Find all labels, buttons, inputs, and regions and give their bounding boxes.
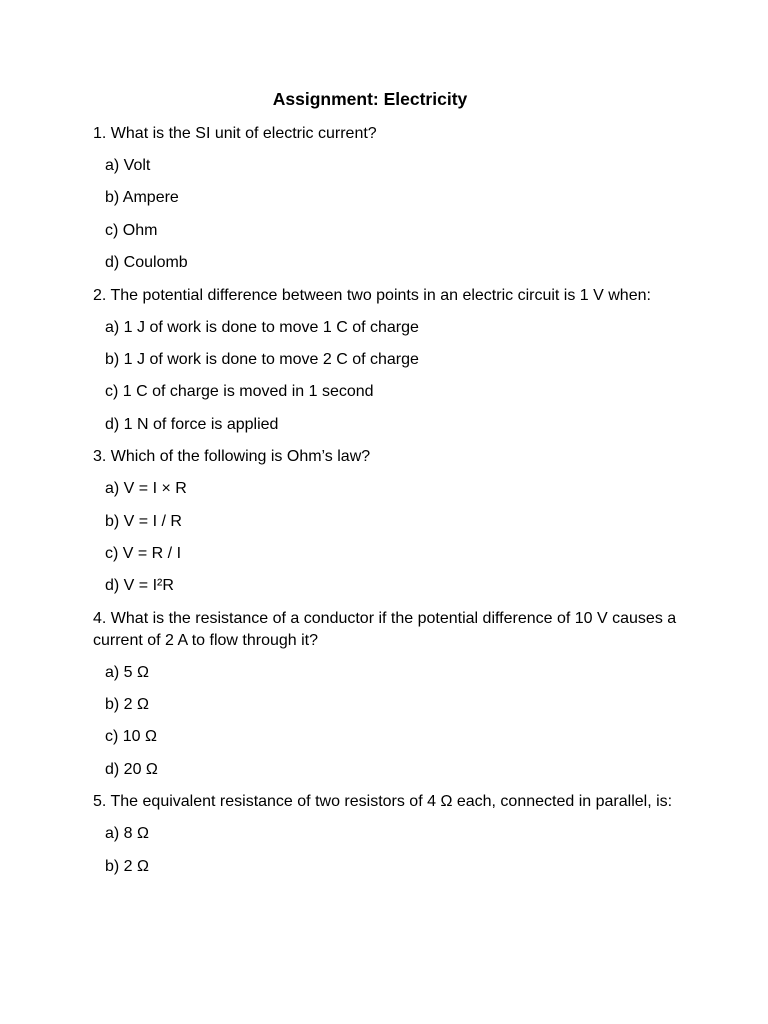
question-text: 2. The potential difference between two points in an electric circuit is 1 V when: [93,286,651,304]
answer-option: c) 10 Ω [105,728,157,746]
answer-option: d) 1 N of force is applied [105,415,279,433]
answer-option: d) Coulomb [105,254,188,272]
answer-option: c) V = R / I [105,544,182,562]
answer-option: c) Ohm [105,221,158,239]
question-text: 5. The equivalent resistance of two resistors of 4 Ω each, connected in parallel, is: [93,793,673,811]
answer-option: a) Volt [105,157,151,174]
question-text: 1. What is the SI unit of electric current? [93,125,377,142]
answer-option: c) 1 C of charge is moved in 1 second [105,383,374,401]
question-block [93,791,683,877]
answer-option: b) Ampere [105,189,179,207]
answer-option: b) 1 J of work is done to move 2 C of charge [105,350,419,368]
answer-option: b) 2 Ω [105,696,149,714]
answer-option: a) V = I × R [105,480,187,498]
answer-option: b) V = I / R [105,512,182,530]
answer-option: a) 5 Ω [105,663,149,681]
answer-option: a) 8 Ω [105,825,149,843]
question-block [93,608,683,781]
question-text: 3. Which of the following is Ohm’s law? [93,448,371,466]
answer-option: d) 20 Ω [105,760,158,778]
answer-option: d) V = I²R [105,577,174,595]
page-title: Assignment: Electricity [272,89,468,109]
question-list [93,123,683,888]
answer-option: a) 1 J of work is done to move 1 C of charge [105,318,419,336]
question-block [93,446,683,597]
question-text: 4. What is the resistance of a conductor if the potential difference of 10 V causes a current of 2 A to flow through it? [93,609,677,649]
question-block [93,123,683,274]
answer-option: b) 2 Ω [105,857,149,875]
question-block [93,285,683,436]
